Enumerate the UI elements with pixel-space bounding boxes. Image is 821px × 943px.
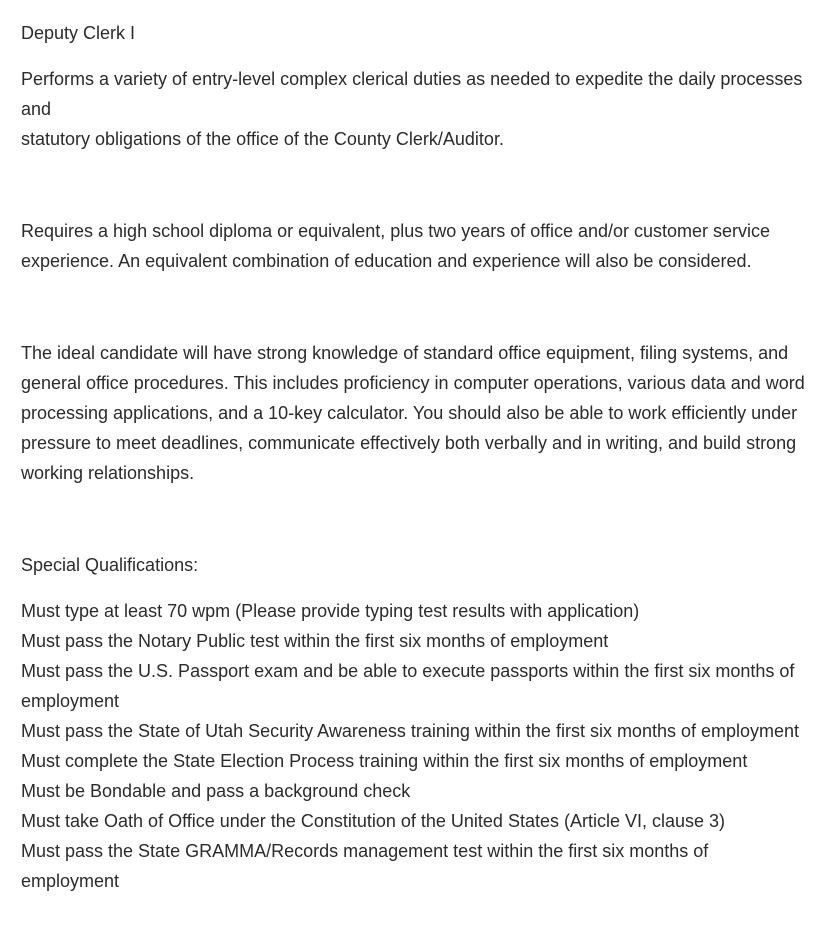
job-title: Deputy Clerk I [21, 23, 136, 43]
special-qualifications-heading: Special Qualifications: [21, 555, 199, 575]
job-summary-line: Performs a variety of entry-level complex clerical duties as needed to expedite the daily processes and [21, 69, 803, 119]
qualification-item: Must pass the State of Utah Security Awareness training within the first six months of employment [21, 721, 800, 741]
special-qualifications-list [21, 596, 809, 896]
qualification-item: Must be Bondable and pass a background check [21, 781, 411, 801]
qualification-item: Must take Oath of Office under the Constitution of the United States (Article VI, clause 3) [21, 811, 726, 831]
qualification-item: Must pass the Notary Public test within the first six months of employment [21, 631, 609, 651]
job-summary [21, 64, 809, 154]
qualification-item: Must type at least 70 wpm (Please provide typing test results with application) [21, 601, 640, 621]
requirements-paragraph: Requires a high school diploma or equivalent, plus two years of office and/or customer service experience. An equivalent combination of education and experience will also be considered. [21, 221, 771, 271]
qualification-item: Must complete the State Election Process training within the first six months of employment [21, 751, 748, 771]
qualification-item: Must pass the U.S. Passport exam and be able to execute passports within the first six months of employment [21, 661, 795, 711]
job-summary-line: statutory obligations of the office of the County Clerk/Auditor. [21, 129, 504, 149]
qualification-item: Must pass the State GRAMMA/Records management test within the first six months of employment [21, 841, 709, 891]
ideal-candidate-paragraph: The ideal candidate will have strong knowledge of standard office equipment, filing systems, and general office procedures. This includes proficiency in computer operations, various data and word processing applications, and a 10-key calculator. You should also be able to work efficiently under pressure to meet deadlines, communicate effectively both verbally and in writing, and build strong working relationships. [21, 343, 805, 483]
